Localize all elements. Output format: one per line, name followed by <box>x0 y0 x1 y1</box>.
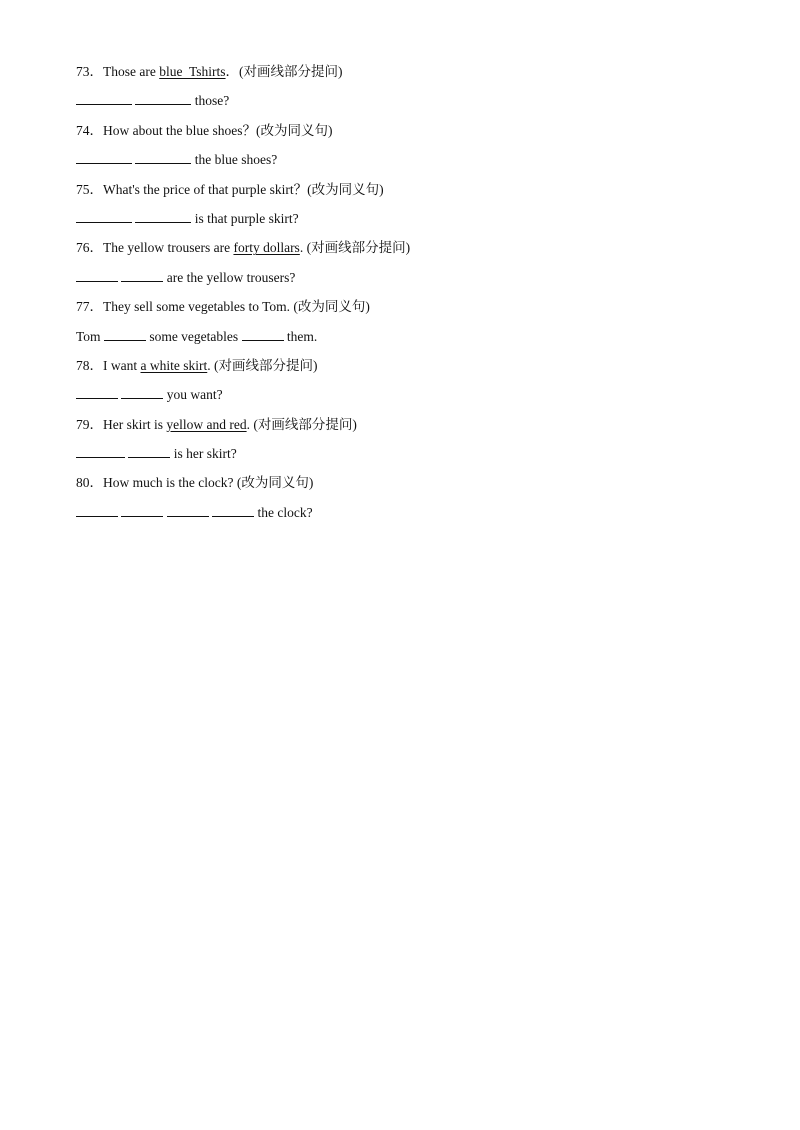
answer-blank[interactable] <box>76 503 118 517</box>
answer-text: some vegetables <box>149 328 239 344</box>
question-text: 73．Those are <box>76 64 160 79</box>
answer-80 <box>76 503 736 532</box>
answer-blank[interactable] <box>121 268 163 282</box>
question-79 <box>76 415 736 444</box>
question-80 <box>76 473 736 502</box>
question-77 <box>76 297 736 326</box>
question-text: 74．How about the blue shoes？(改为同义句) <box>76 122 333 138</box>
question-instruction: . (对画线部分提问) <box>246 416 357 432</box>
question-instruction: . (对画线部分提问) <box>207 357 318 373</box>
answer-text: Tom <box>76 328 101 344</box>
worksheet <box>76 62 736 532</box>
answer-text: them. <box>286 328 318 344</box>
answer-blank[interactable] <box>76 268 118 282</box>
question-text: 75．What's the price of that purple skirt？(改为同义句) <box>76 181 384 197</box>
answer-blank[interactable] <box>135 150 191 164</box>
question-text: 80．How much is the clock? (改为同义句) <box>76 475 314 491</box>
answer-75 <box>76 209 736 238</box>
question-instruction: . (对画线部分提问) <box>299 240 411 256</box>
underlined-phrase: forty dollars <box>233 240 300 256</box>
question-text: 79．Her skirt is <box>76 416 167 432</box>
answer-blank[interactable] <box>121 385 163 399</box>
answer-blank[interactable] <box>135 91 191 105</box>
underlined-phrase: a white skirt <box>140 357 208 373</box>
answer-text: are the yellow trousers? <box>166 269 296 285</box>
answer-text: is her skirt? <box>173 446 237 462</box>
question-instruction: ．(对画线部分提问) <box>225 64 343 79</box>
underlined-phrase: yellow and red <box>166 416 247 432</box>
answer-text: is that purple skirt? <box>194 210 299 226</box>
answer-76 <box>76 268 736 297</box>
answer-blank[interactable] <box>121 503 163 517</box>
answer-74 <box>76 150 736 179</box>
question-text: 76．The yellow trousers are <box>76 240 234 256</box>
answer-text: those? <box>194 93 230 109</box>
answer-77 <box>76 327 736 356</box>
question-text: 77．They sell some vegetables to Tom. (改为同义句) <box>76 299 370 315</box>
question-76 <box>76 238 736 267</box>
answer-blank[interactable] <box>135 209 191 223</box>
question-75 <box>76 180 736 209</box>
question-78 <box>76 356 736 385</box>
answer-blank[interactable] <box>242 327 284 341</box>
question-73 <box>76 62 736 91</box>
answer-blank[interactable] <box>76 444 125 458</box>
answer-blank[interactable] <box>76 91 132 105</box>
question-text: 78．I want <box>76 357 141 373</box>
answer-blank[interactable] <box>76 385 118 399</box>
answer-blank[interactable] <box>128 444 170 458</box>
underlined-phrase: blue Tshirts <box>159 64 226 79</box>
answer-text: the blue shoes? <box>194 152 278 168</box>
answer-blank[interactable] <box>167 503 209 517</box>
answer-blank[interactable] <box>76 150 132 164</box>
answer-text: the clock? <box>257 504 313 520</box>
answer-79 <box>76 444 736 473</box>
answer-73 <box>76 91 736 120</box>
answer-text: you want? <box>166 387 223 403</box>
answer-blank[interactable] <box>76 209 132 223</box>
answer-blank[interactable] <box>212 503 254 517</box>
answer-blank[interactable] <box>104 327 146 341</box>
answer-78 <box>76 385 736 414</box>
question-74 <box>76 121 736 150</box>
